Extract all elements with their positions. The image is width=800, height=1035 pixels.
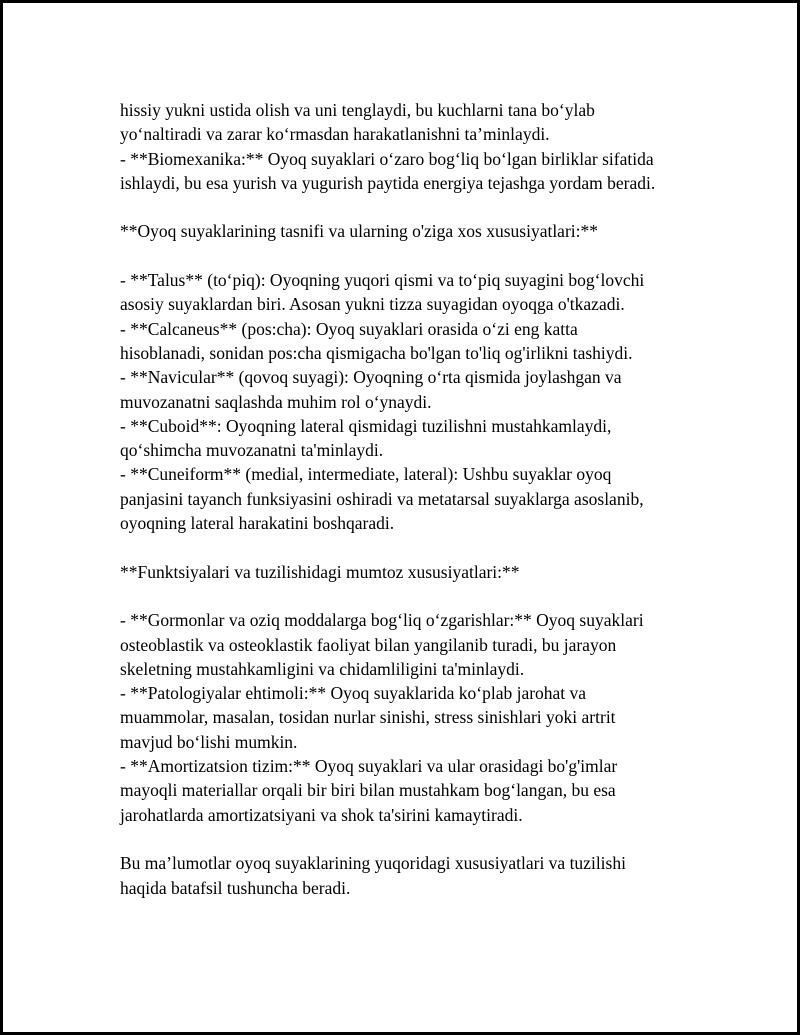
paragraph (120, 98, 700, 147)
list-item (120, 681, 700, 754)
text-line: Bu ma’lumotlar oyoq suyaklarining yuqoridagi xususiyatlari va tuzilishi (120, 853, 626, 874)
blank-line (120, 827, 700, 851)
list-item (120, 754, 700, 827)
document-body (120, 98, 700, 900)
section-heading (120, 560, 700, 584)
text-line: hisoblanadi, sonidan pos:cha qismigacha bo'lgan to'liq og'irlikni tashiydi. (120, 342, 633, 363)
text-line: jarohatlarda amortizatsiyani va shok ta'sirini kamaytiradi. (120, 804, 523, 825)
text-line: - **Calcaneus** (pos:cha): Oyoq suyaklari orasida o‘zi eng katta (120, 318, 578, 339)
text-line: osteoblastik va osteoklastik faoliyat bilan yangilanib turadi, bu jarayon (120, 634, 617, 655)
list-item (120, 365, 700, 414)
text-line: muammolar, masalan, tosidan nurlar sinishi, stress sinishlari yoki artrit (120, 707, 616, 728)
blank-line (120, 584, 700, 608)
paragraph (120, 851, 700, 900)
text-line: yo‘naltiradi va zarar ko‘rmasdan harakatlanishni ta’minlaydi. (120, 124, 550, 145)
text-line: oyoqning lateral harakatini boshqaradi. (120, 513, 395, 534)
text-line: **Funktsiyalari va tuzilishidagi mumtoz xususiyatlari:** (120, 561, 520, 582)
text-line: - **Patologiyalar ehtimoli:** Oyoq suyaklarida ko‘plab jarohat va (120, 683, 587, 704)
text-line: - **Amortizatsion tizim:** Oyoq suyaklari va ular orasidagi bo'g'imlar (120, 756, 618, 777)
text-line: **Oyoq suyaklarining tasnifi va ularning o'ziga xos xususiyatlari:** (120, 221, 599, 242)
text-line: panjasini tayanch funksiyasini oshiradi va metatarsal suyaklarga asoslanib, (120, 488, 644, 509)
list-item (120, 268, 700, 317)
text-line: mavjud bo‘lishi mumkin. (120, 731, 298, 752)
list-item (120, 147, 700, 196)
list-item (120, 414, 700, 463)
text-line: - **Cuboid**: Oyoqning lateral qismidagi tuzilishni mustahkamlaydi, (120, 415, 612, 436)
text-line: hissiy yukni ustida olish va uni tenglaydi, bu kuchlarni tana bo‘ylab (120, 100, 595, 120)
text-line: - **Biomexanika:** Oyoq suyaklari o‘zaro bog‘liq bo‘lgan birliklar sifatida (120, 148, 654, 169)
text-line: - **Talus** (to‘piq): Oyoqning yuqori qismi va to‘piq suyagini bog‘lovchi (120, 270, 645, 291)
section-heading (120, 219, 700, 243)
text-line: muvozanatni saqlashda muhim rol o‘ynaydi. (120, 391, 432, 412)
text-line: asosiy suyaklardan biri. Asosan yukni tizza suyagidan oyoqga o'tkazadi. (120, 294, 625, 315)
text-line: skeletning mustahkamligini va chidamliligini ta'minlaydi. (120, 658, 525, 679)
list-item (120, 462, 700, 535)
list-item (120, 317, 700, 366)
text-line: haqida batafsil tushuncha beradi. (120, 877, 351, 898)
blank-line (120, 195, 700, 219)
text-line: - **Cuneiform** (medial, intermediate, lateral): Ushbu suyaklar oyoq (120, 464, 612, 485)
list-item (120, 608, 700, 681)
text-line: - **Gormonlar va oziq moddalarga bog‘liq o‘zgarishlar:** Oyoq suyaklari (120, 610, 644, 631)
text-line: mayoqli materiallar orqali bir biri bilan mustahkam bog‘langan, bu esa (120, 780, 616, 801)
text-line: qo‘shimcha muvozanatni ta'minlaydi. (120, 440, 384, 461)
text-line: - **Navicular** (qovoq suyagi): Oyoqning o‘rta qismida joylashgan va (120, 367, 622, 388)
text-line: ishlaydi, bu esa yurish va yugurish paytida energiya tejashga yordam beradi. (120, 172, 656, 193)
blank-line (120, 244, 700, 268)
blank-line (120, 535, 700, 559)
